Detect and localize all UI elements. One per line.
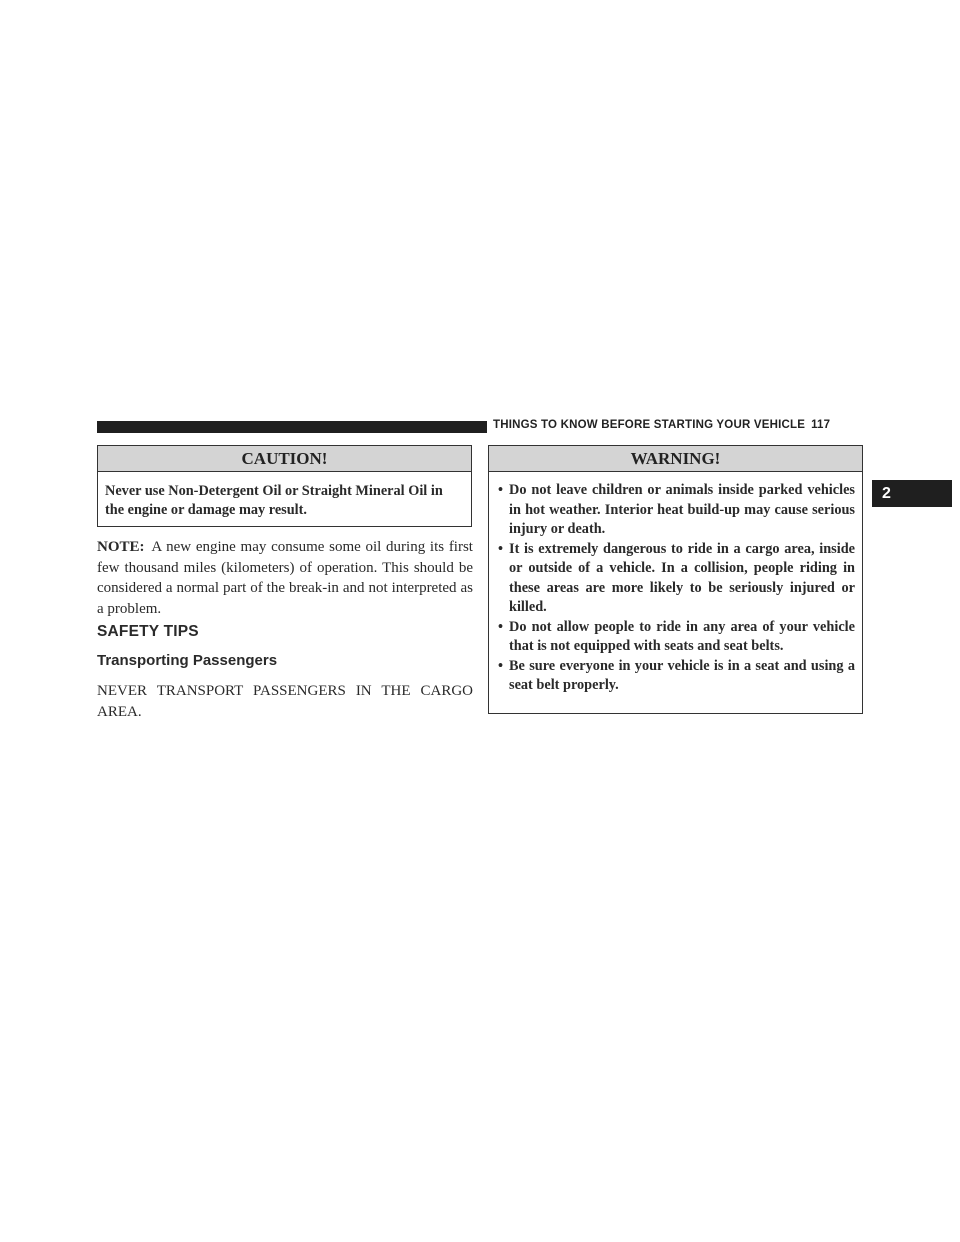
warning-list: [489, 472, 862, 696]
warning-item-text: Do not allow people to ride in any area of your vehicle that is not equipped with seats and seat belts.: [509, 618, 855, 654]
note-paragraph: [97, 537, 473, 619]
note-label: NOTE:: [97, 539, 145, 555]
chapter-tab: 2: [872, 480, 952, 507]
subsection-heading: Transporting Passengers: [97, 652, 278, 669]
header-rule: [97, 421, 487, 433]
section-heading: SAFETY TIPS: [97, 623, 199, 640]
caution-box: [97, 445, 472, 527]
transport-paragraph: NEVER TRANSPORT PASSENGERS IN THE CARGO AREA.: [97, 683, 473, 720]
bullet-icon: •: [498, 482, 504, 498]
bullet-icon: •: [498, 657, 504, 674]
warning-item: [498, 481, 855, 540]
running-header-title: THINGS TO KNOW BEFORE STARTING YOUR VEHICLE: [493, 419, 806, 431]
running-header: [493, 419, 863, 431]
warning-item: [498, 618, 855, 657]
caution-text: Never use Non-Detergent Oil or Straight Mineral Oil in the engine or damage may result.: [105, 483, 443, 518]
page-number: 117: [811, 419, 831, 431]
bullet-icon: •: [498, 618, 504, 635]
warning-item: [498, 657, 855, 696]
warning-item-text: Do not leave children or animals inside parked vehicles in hot weather. Interior heat build-up may cause serious injury or death.: [509, 482, 855, 537]
warning-item: [498, 540, 855, 618]
warning-box: [488, 445, 863, 714]
warning-item-text: It is extremely dangerous to ride in a cargo area, inside or outside of a vehicle. In a collision, people riding in these areas are more likely to be seriously injured or killed.: [509, 540, 855, 615]
caution-title: CAUTION!: [98, 446, 471, 472]
warning-item-text: Be sure everyone in your vehicle is in a seat and using a seat belt properly.: [509, 657, 855, 693]
bullet-icon: •: [498, 540, 504, 557]
warning-title: WARNING!: [489, 446, 862, 472]
note-text: A new engine may consume some oil during its first few thousand miles (kilometers) of operation. This should be considered a normal part of the break-in and not interpreted as a problem.: [97, 539, 473, 617]
